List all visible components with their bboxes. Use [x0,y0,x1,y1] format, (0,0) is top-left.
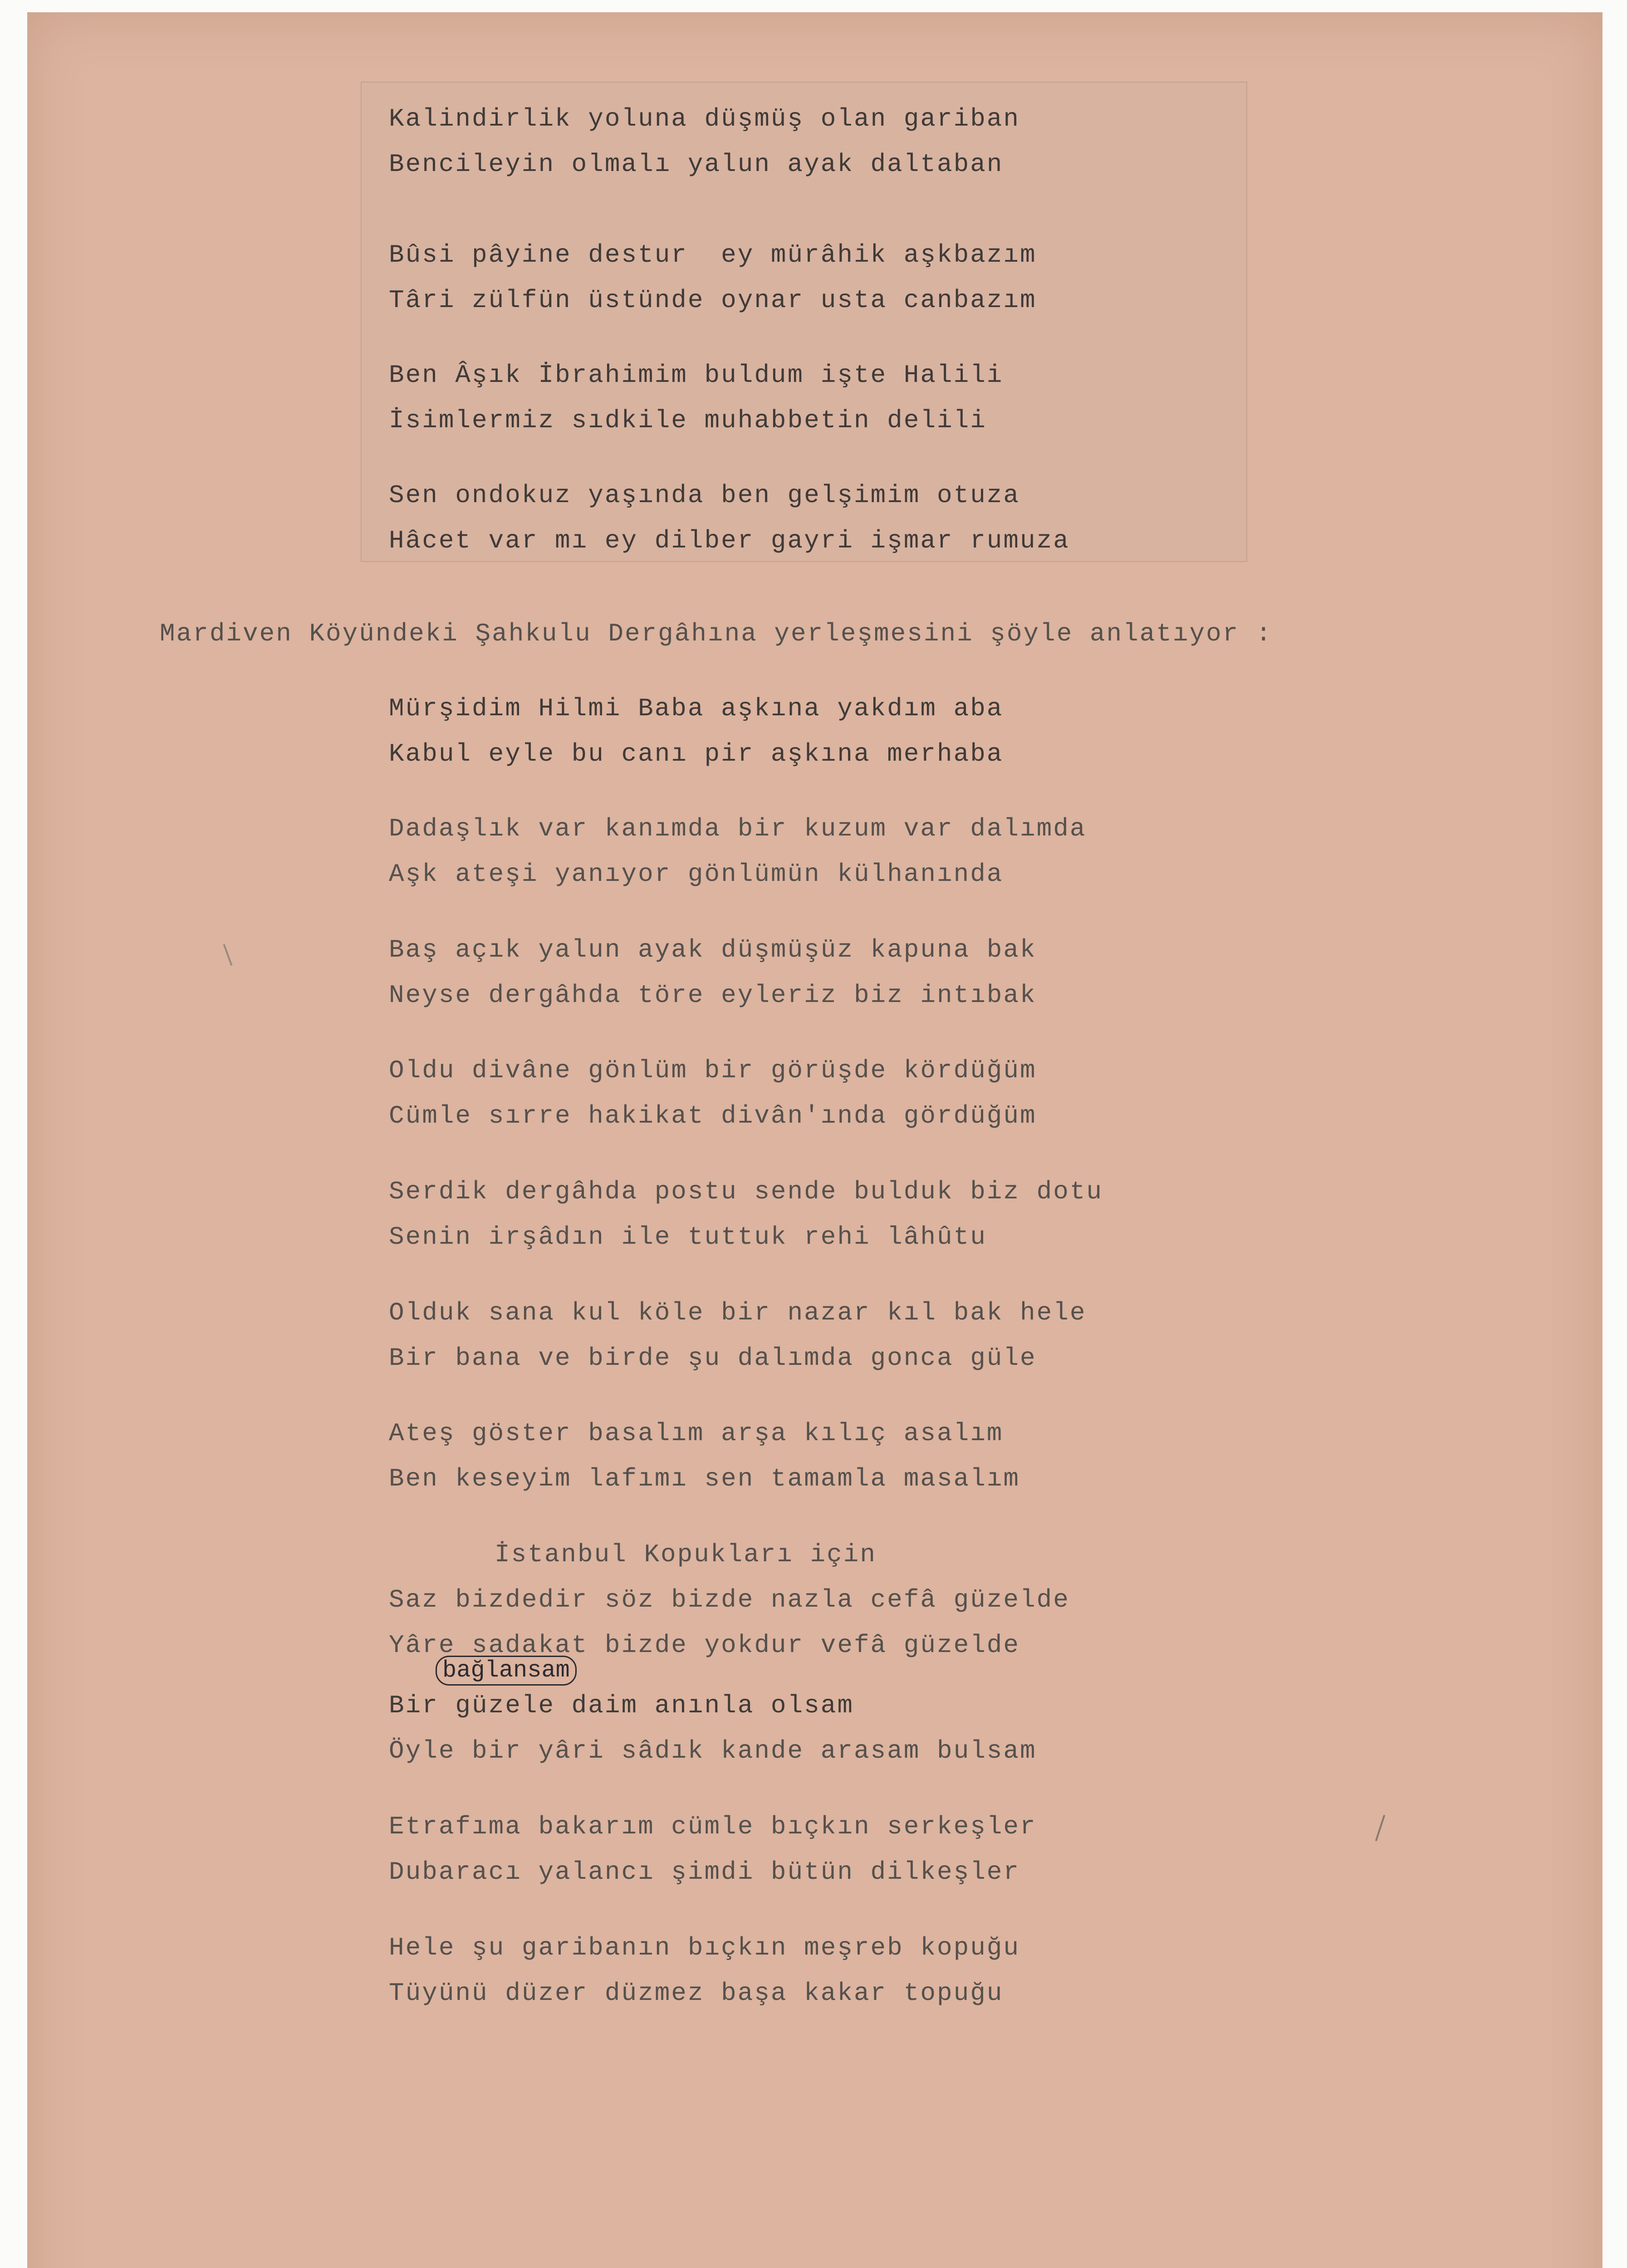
verse-line: Senin irşâdın ile tuttuk rehi lâhûtu [389,1222,987,1251]
slip-line: Bencileyin olmalı yalun ayak daltaban [389,150,1004,179]
verse-line: Neyse dergâhda töre eyleriz biz intıbak [389,981,1037,1010]
handwritten-annotation: bağlansam [436,1656,577,1686]
verse-line: Ateş göster basalım arşa kılıç asalım [389,1419,1004,1448]
slip-line: İsimlermiz sıdkile muhabbetin delili [389,406,987,435]
slip-line: Târi zülfün üstünde oynar usta canbazım [389,286,1037,315]
slip-line: Sen ondokuz yaşında ben gelşimim otuza [389,481,1020,510]
verse-line: Tüyünü düzer düzmez başa kakar topuğu [389,1979,1004,2008]
verse-line: Aşk ateşi yanıyor gönlümün külhanında [389,860,1004,889]
verse-line: Serdik dergâhda postu sende bulduk biz dotu [389,1177,1103,1206]
verse-line: Kabul eyle bu canı pir aşkına merhaba [389,739,1004,768]
verse-line: Baş açık yalun ayak düşmüşüz kapuna bak [389,935,1037,964]
verse-line: Öyle bir yâri sâdık kande arasam bulsam [389,1736,1037,1765]
verse-line: Bir bana ve birde şu dalımda gonca güle [389,1344,1037,1373]
verse-line: Mürşidim Hilmi Baba aşkına yakdım aba [389,694,1004,723]
verse-line: Hele şu garibanın bıçkın meşreb kopuğu [389,1933,1020,1962]
slip-line: Bûsi pâyine destur ey mürâhik aşkbazım [389,240,1037,269]
verse-line: Ben keseyim lafımı sen tamamla masalım [389,1464,1020,1493]
verse-line: Dubaracı yalancı şimdi bütün dilkeşler [389,1857,1020,1887]
verse-line: Olduk sana kul köle bir nazar kıl bak hele [389,1298,1087,1327]
intro-line: Mardiven Köyündeki Şahkulu Dergâhına yerleşmesini şöyle anlatıyor : [160,619,1273,648]
verse-line: Dadaşlık var kanımda bir kuzum var dalımda [389,814,1087,843]
slip-line: Kalindirlik yoluna düşmüş olan gariban [389,104,1020,133]
section-heading: İstanbul Kopukları için [495,1540,877,1569]
slip-line: Ben Âşık İbrahimim buldum işte Halili [389,361,1004,390]
verse-line: Etrafıma bakarım cümle bıçkın serkeşler [389,1812,1037,1841]
verse-line: Oldu divâne gönlüm bir görüşde kördüğüm [389,1056,1037,1085]
verse-line: Bir güzele daim anınla olsam [389,1691,854,1720]
slip-line: Hâcet var mı ey dilber gayri işmar rumuza [389,526,1070,555]
verse-line: Cümle sırre hakikat divân'ında gördüğüm [389,1101,1037,1130]
verse-line: Saz bizdedir söz bizde nazla cefâ güzelde [389,1585,1070,1614]
verse-line: Yâre sadakat bizde yokdur vefâ güzelde [389,1631,1020,1660]
